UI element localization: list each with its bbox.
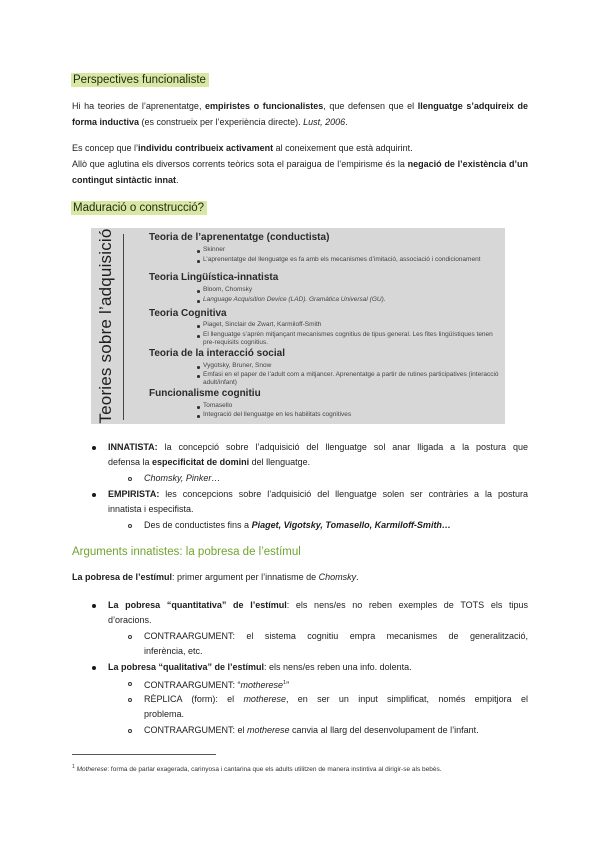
theory-item: Skinner <box>203 246 226 253</box>
theory-item: Vygotsky, Bruner, Snow <box>203 362 272 369</box>
bullet-icon <box>197 335 200 338</box>
text-run: Es concep que l’ <box>72 143 139 153</box>
theory-title: Funcionalisme cognitiu <box>149 388 261 399</box>
sub-list-continuation: problema. <box>144 709 185 719</box>
italic-run: motherese <box>240 680 284 690</box>
theory-item: El llenguatge s’aprèn mitjançant mecanismes cognitius de tipus general. Les fites lingüístiques tenen pre-requisits cognitius. <box>203 331 493 346</box>
bullet-icon <box>197 325 200 328</box>
list-item-qualitativa <box>108 661 412 674</box>
bold-run: EMPIRISTA: <box>108 489 160 499</box>
bold-run: llenguatge s’adquireix de forma inductiva <box>72 101 528 127</box>
bullet-icon <box>92 493 96 497</box>
footnote-text: : forma de parlar exagerada, carinyosa i cantarina que els adults utilitzen de manera instintiva al dirigir-se als bebès. <box>107 766 442 774</box>
bold-run: especificitat de domini <box>152 457 250 467</box>
theory-item: Piaget, Sinclair de Zwart, Karmiloff-Smith <box>203 321 322 328</box>
footnote-term: Motherese <box>76 766 108 774</box>
theory-item: L’aprenentatge del llenguatge es fa amb els mecanismes d’imitació, associació i condicionament <box>203 256 481 263</box>
bullet-icon <box>92 604 96 608</box>
bold-run: negació de l’existència d’un contingut sintàctic innat <box>72 159 528 185</box>
text-run: al coneixement que està adquirint. <box>273 143 413 153</box>
sub-list-continuation: inferència, etc. <box>144 646 203 656</box>
bullet-icon <box>197 366 200 369</box>
sub-bullet-icon <box>128 635 132 639</box>
bold-run: La pobresa “qualitativa” de l’estímul <box>108 662 265 672</box>
sub-bullet-icon <box>128 524 132 528</box>
bold-run: INNATISTA: <box>108 442 158 452</box>
text-run: . <box>356 572 359 582</box>
list-item-empirista <box>108 488 528 501</box>
text-run: : els nens/es no reben exemples de TOTS els tipus <box>286 600 529 610</box>
sub-list-item <box>144 693 528 706</box>
section-heading-arguments: Arguments innatistes: la pobresa de l’estímul <box>72 546 301 558</box>
theory-item: Language Acquisition Device (LAD). Gramàtica Universal (GU). <box>203 296 386 303</box>
list-item-quantitativa <box>108 599 528 612</box>
text-run: ” <box>286 680 290 690</box>
text-run: (es construeix per l’experiència directe). <box>139 116 304 127</box>
diagram-divider <box>123 234 124 420</box>
diagram-side-label <box>91 228 121 424</box>
theories-diagram <box>91 228 505 424</box>
sub-list-item <box>144 677 289 692</box>
theory-item: Tomasello <box>203 402 233 409</box>
text-run: la concepció sobre l’adquisició del llenguatge sol anar lligada a la postura que <box>157 442 528 452</box>
text-run: CONTRAARGUMENT: “ <box>144 680 241 690</box>
bold-run: La pobresa “quantitativa” de l’estímul <box>108 600 287 610</box>
sub-list-item <box>144 519 451 532</box>
list-item-continuation: d’oracions. <box>108 615 152 625</box>
theory-title: Teoria Cognitiva <box>149 308 227 319</box>
theory-title: Teoria de la interacció social <box>149 348 285 359</box>
theory-item: Èmfasi en el paper de l’adult com a mitjancer. Aprenentatge a partir de rutines participatives (interacció adult/infant) <box>203 371 499 386</box>
section-heading-maduracio: Maduració o construcció? <box>71 201 207 215</box>
diagram-side-text: Teories sobre l’adquisició <box>96 228 115 424</box>
sub-bullet-icon <box>128 682 132 686</box>
sub-list-item: Chomsky, Pinker… <box>144 473 221 483</box>
italic-run: motherese <box>243 694 286 704</box>
text-run: : primer argument per l’innatisme de <box>172 572 319 582</box>
text-run: les concepcions sobre l’adquisició del llenguatge solen ser contràries a la postura <box>159 489 528 499</box>
bullet-icon <box>92 666 96 670</box>
text-run: Hi ha teories de l’aprenentatge, <box>72 101 206 111</box>
bullet-icon <box>197 290 200 293</box>
bold-run: La pobresa de l’estímul <box>72 572 173 582</box>
bold-run: individu contribueix activament <box>138 143 274 153</box>
list-item-continuation: innatista i especifista. <box>108 504 194 514</box>
bullet-icon <box>197 300 200 303</box>
text-run: , que defensen que el <box>323 101 418 111</box>
bold-run: empiristes o funcionalistes <box>205 101 324 111</box>
text-run: Des de conductistes fins a <box>144 520 252 530</box>
text-run: : els nens/es reben una info. dolenta. <box>264 662 412 672</box>
paragraph-empiristes <box>72 99 528 130</box>
footnote-ref[interactable]: 1 <box>283 680 287 686</box>
footnote <box>72 764 442 773</box>
text-run: defensa la <box>108 457 153 467</box>
italic-run: motherese <box>247 725 290 735</box>
bullet-icon <box>197 260 200 263</box>
sub-bullet-icon <box>128 698 132 702</box>
text-run: Allò que aglutina els diversos corrents teòrics sota el paraigua de l’empirisme és la <box>72 159 408 169</box>
sub-bullet-icon <box>128 477 132 481</box>
paragraph-pobresa <box>72 571 359 584</box>
paragraph-individu <box>72 142 413 155</box>
italic-run: Chomsky <box>318 572 357 582</box>
theory-item: Integració del llenguatge en les habilitats cognitives <box>203 411 352 418</box>
text-run: . <box>345 116 348 127</box>
bullet-icon <box>197 406 200 409</box>
text-run: del llenguatge. <box>249 457 311 467</box>
bullet-icon <box>197 375 200 378</box>
section-heading-perspectives: Perspectives funcionaliste <box>71 73 209 87</box>
citation: Lust, 2006 <box>303 116 346 127</box>
text-run: RÈPLICA (form): el <box>144 694 244 704</box>
footnote-separator <box>72 754 216 755</box>
theory-item: Bloom, Chomsky <box>203 286 253 293</box>
sub-list-item <box>144 724 479 737</box>
sub-bullet-icon <box>128 729 132 733</box>
bullet-icon <box>197 250 200 253</box>
paragraph-empirisme <box>72 157 528 188</box>
list-item-continuation <box>108 456 310 469</box>
text-run: , en ser un input simplificat, només empitjora el <box>285 694 528 704</box>
list-item-innatista <box>108 441 528 454</box>
text-run: . <box>176 174 179 185</box>
footnote-number: 1 <box>72 764 75 770</box>
text-run: canvia al llarg del desenvolupament de l’infant. <box>289 725 479 735</box>
italic-run: Piaget, Vigotsky, Tomasello, Karmiloff-Smith… <box>251 520 451 530</box>
theory-title: Teoria Lingüística-innatista <box>149 272 279 283</box>
theory-title: Teoria de l’aprenentatge (conductista) <box>149 232 330 243</box>
bullet-icon <box>197 415 200 418</box>
text-run: CONTRAARGUMENT: el <box>144 725 248 735</box>
sub-list-item: CONTRAARGUMENT: el sistema cognitiu empra mecanismes de generalització, <box>144 631 528 641</box>
bullet-icon <box>92 446 96 450</box>
